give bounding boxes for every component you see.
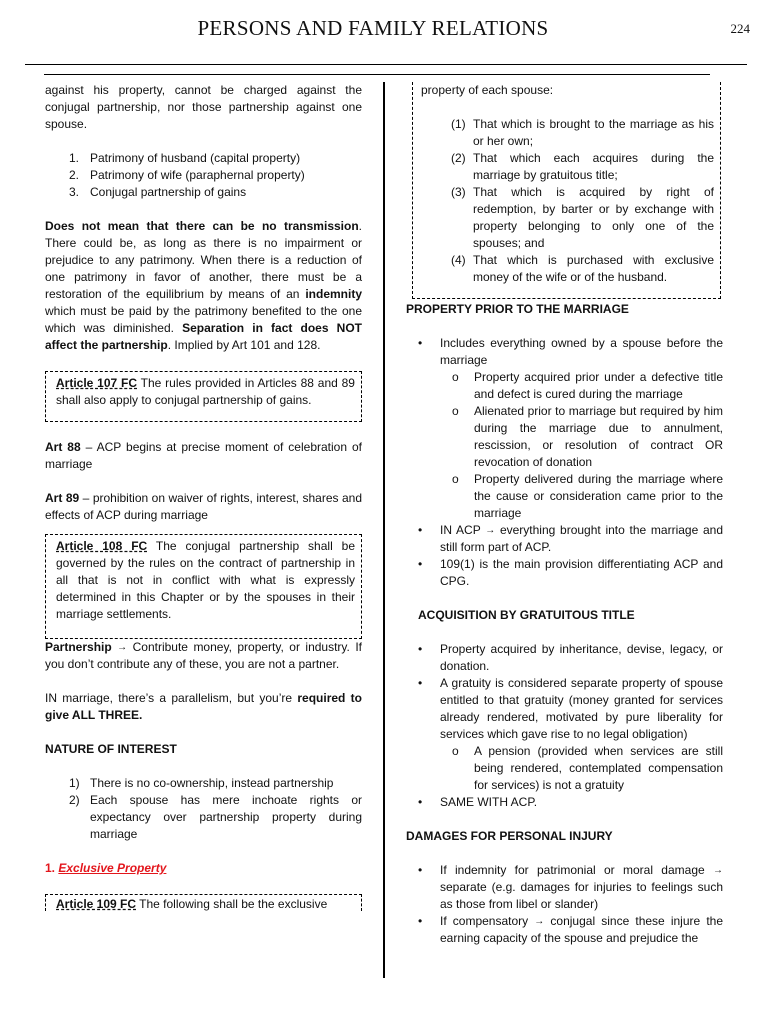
- nature-list: [45, 775, 362, 843]
- damages-list: [406, 862, 723, 947]
- list-item: (1) That which is brought to the marriage as his or her own;: [451, 117, 714, 148]
- list-item: 2) Each spouse has mere inchoate rights or expectancy over partnership property during marriage: [69, 793, 362, 841]
- list-item: (2) That which each acquires during the marriage by gratuitous title;: [451, 151, 714, 182]
- exclusive-property-heading: 1. Exclusive Property: [45, 861, 167, 875]
- list-item: 1. Patrimony of husband (capital property): [69, 151, 301, 165]
- list-item: o Alienated prior to marriage but required by him during the marriage due to annulment, rescission, or resolution of contract OR revocation of donation: [440, 403, 723, 471]
- art-88-paragraph: Art 88 – ACP begins at precise moment of celebration of marriage: [45, 440, 362, 471]
- list-item: o Property acquired prior under a defective title and defect is cured during the marriage: [440, 369, 723, 403]
- page-title: PERSONS AND FAMILY RELATIONS: [197, 16, 549, 40]
- page-number: 224: [730, 21, 750, 36]
- right-column: [406, 82, 723, 947]
- list-item: 2. Patrimony of wife (paraphernal property): [69, 168, 305, 182]
- prior-heading: PROPERTY PRIOR TO THE MARRIAGE: [406, 302, 629, 316]
- gratuitous-sublist: [440, 743, 723, 794]
- column-divider: [383, 82, 385, 978]
- article-107-box: Article 107 FC The rules provided in Articles 88 and 89 shall also apply to conjugal partnership of gains.: [45, 371, 362, 422]
- list-item: • If indemnity for patrimonial or moral damage → separate (e.g. damages for injuries to feelings such as those from libel or slander): [406, 862, 723, 913]
- art-89-paragraph: Art 89 – prohibition on waiver of rights, interest, shares and effects of ACP during marriage: [45, 491, 363, 522]
- article-109-continued-box: [412, 82, 721, 299]
- left-column: [45, 82, 362, 911]
- intro-paragraph: against his property, cannot be charged against the conjugal partnership, nor those partnership against one spouse.: [45, 83, 362, 131]
- gratuitous-heading: ACQUISITION BY GRATUITOUS TITLE: [418, 608, 635, 622]
- prior-sublist: [440, 369, 723, 522]
- list-item: • IN ACP → everything brought into the marriage and still form part of ACP.: [406, 522, 723, 556]
- list-item: o Property delivered during the marriage where the cause or consideration came prior to the marriage: [440, 471, 723, 522]
- list-item: • A gratuity is considered separate property of spouse entitled to that gratuity (money granted for services already rendered, motivated by pure liberality for services which gave rise to no legal obligation) o A pension (provided when services are still being rendered, contemplated compensation for services) is not a gratuity: [406, 675, 723, 794]
- header-rule: [25, 64, 747, 65]
- arrow-icon: →: [534, 916, 545, 927]
- exclusive-property-list: [421, 116, 714, 286]
- patrimony-list: [45, 150, 362, 201]
- prior-list: [406, 335, 723, 590]
- list-item: (3) That which is acquired by right of redemption, by barter or by exchange with property belonging to only one of the spouses; and: [451, 185, 714, 250]
- list-item: o A pension (provided when services are still being rendered, contemplated compensation for services) is not a gratuity: [440, 743, 723, 794]
- list-item: • Includes everything owned by a spouse before the marriage o Property acquired prior under a defective title and defect is cured during the marriage o Alienated prior to marriage but required by him during the marriage due to annulment, rescission, or resolution of contract OR revocation of donation o Property delivered during the marriage where the cause or consideration came prior to the marriage: [406, 335, 723, 522]
- box-intro: property of each spouse:: [421, 83, 554, 97]
- gratuitous-list: [406, 641, 723, 811]
- arrow-icon: →: [117, 642, 128, 653]
- transmission-paragraph: Does not mean that there can be no transmission. There could be, as long as there is no impairment or prejudice to any patrimony. When there is a reduction of one patrimony in favor of another, there must be a restoration of the equilibrium by means of an indemnity which must be paid by the patrimony benefited to the one which was diminished. Separation in fact does NOT affect the partnership. Implied by Art 101 and 128.: [45, 219, 362, 352]
- partnership-paragraph: Partnership → Contribute money, property, or industry. If you don’t contribute any of these, you are not a partner.: [45, 640, 362, 671]
- nature-heading: NATURE OF INTEREST: [45, 742, 177, 756]
- list-item: • 109(1) is the main provision differentiating ACP and CPG.: [406, 556, 723, 590]
- list-item: • If compensatory → conjugal since these injure the earning capacity of the spouse and prejudice the: [406, 913, 723, 947]
- arrow-icon: →: [713, 865, 723, 876]
- article-109-box: Article 109 FC The following shall be the exclusive: [45, 894, 362, 911]
- list-item: • Property acquired by inheritance, devise, legacy, or donation.: [406, 641, 723, 675]
- list-item: (4) That which is purchased with exclusive money of the wife or of the husband.: [451, 253, 714, 284]
- arrow-icon: →: [485, 525, 496, 536]
- list-item: 1) There is no co-ownership, instead partnership: [69, 776, 334, 790]
- article-108-box: Article 108 FC The conjugal partnership shall be governed by the rules on the contract of partnership in all that is not in conflict with what is expressly determined in this Chapter or by the spouses in their marriage settlements.: [45, 534, 362, 639]
- parallelism-paragraph: IN marriage, there’s a parallelism, but you’re required to give ALL THREE.: [45, 691, 363, 722]
- list-item: • SAME WITH ACP.: [406, 794, 723, 811]
- page-header: [0, 0, 768, 66]
- list-item: 3. Conjugal partnership of gains: [69, 185, 247, 199]
- damages-heading: DAMAGES FOR PERSONAL INJURY: [406, 829, 613, 843]
- header-rule-inner: [44, 74, 710, 75]
